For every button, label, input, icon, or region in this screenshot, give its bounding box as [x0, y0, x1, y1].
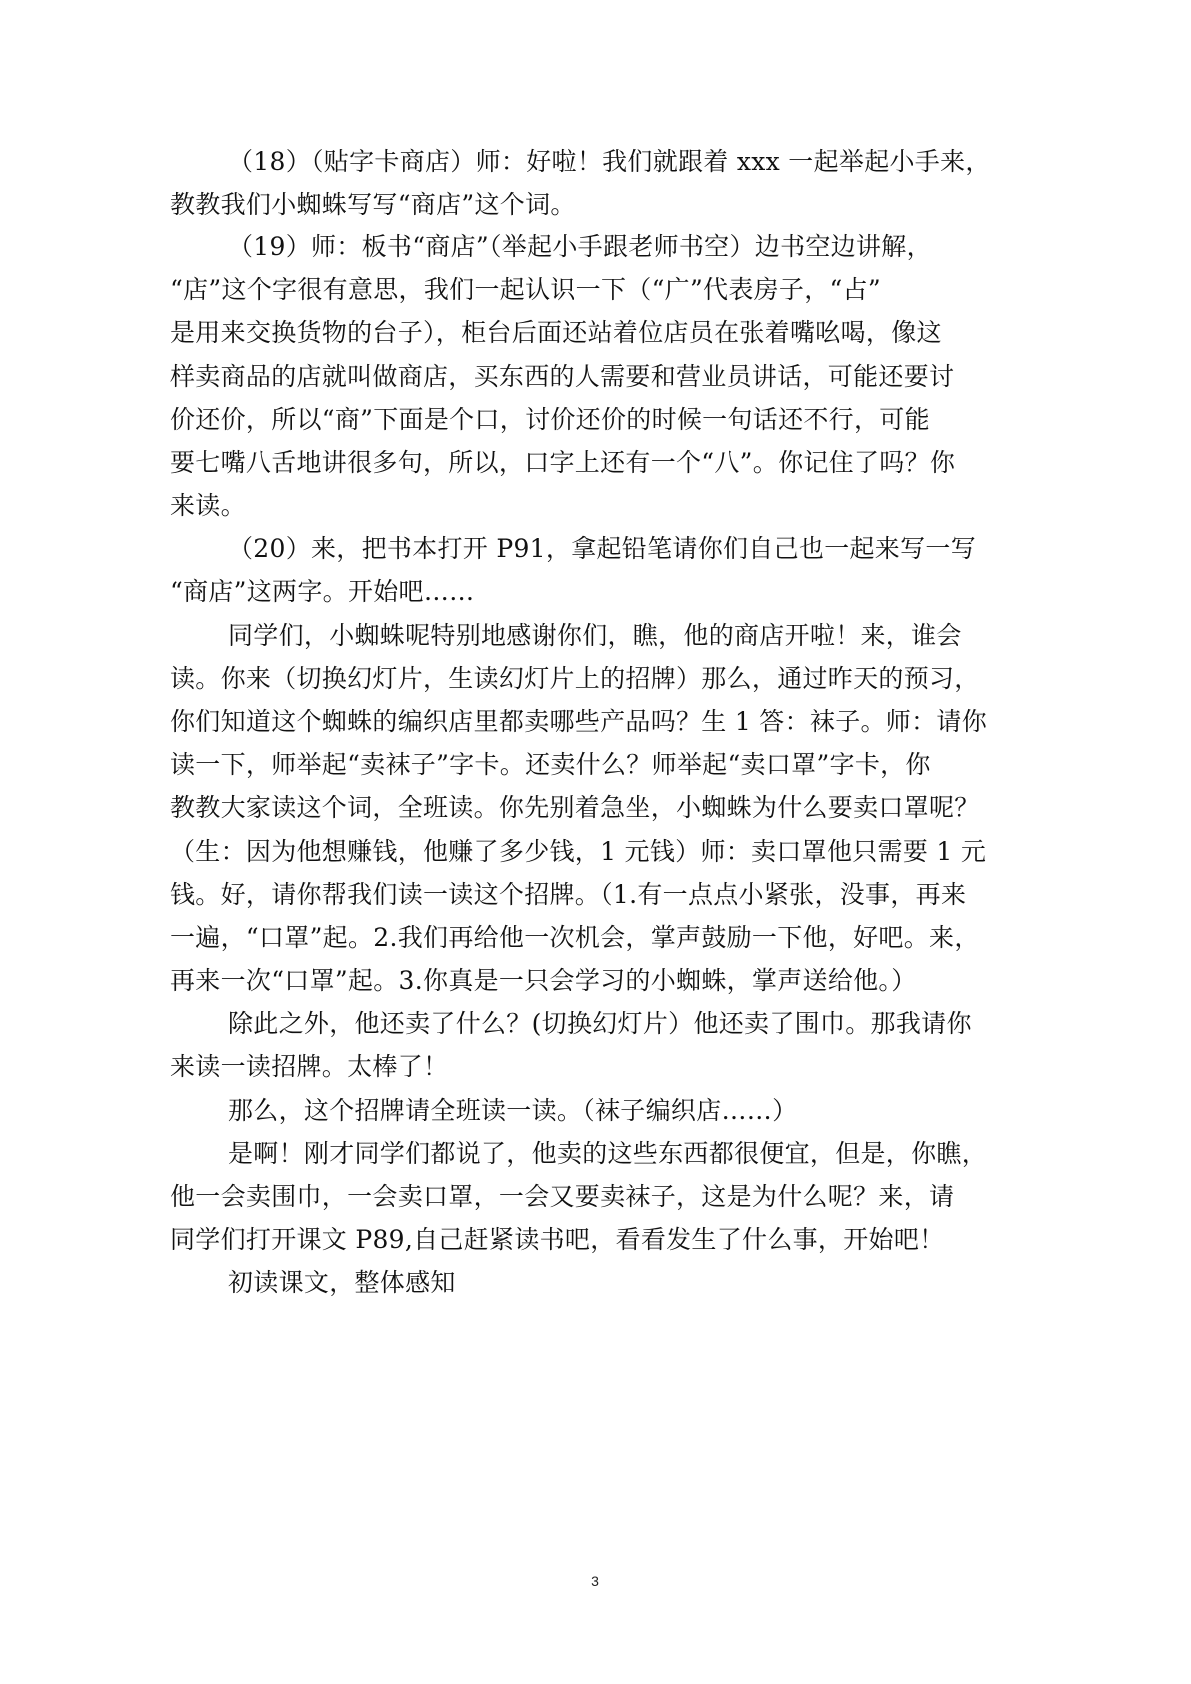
text-line: 是用来交换货物的台子），柜台后面还站着位店员在张着嘴吆喝，像这 [170, 318, 942, 347]
text-line: （20）来，把书本打开 P91，拿起铅笔请你们自己也一起来写一写 [228, 534, 976, 563]
text-line: （18）（贴字卡商店）师：好啦！我们就跟着 xxx 一起举起小手来， [228, 147, 991, 176]
text-line: “商店”这两字。开始吧…… [170, 577, 475, 606]
text-line: 读一下，师举起“卖袜子”字卡。还卖什么？师举起“卖口罩”字卡，你 [170, 750, 931, 779]
text-line: 同学们打开课文 P89,自己赶紧读书吧，看看发生了什么事，开始吧！ [170, 1225, 945, 1254]
text-line: 教教我们小蜘蛛写写“商店”这个词。 [170, 190, 576, 219]
text-line: 除此之外，他还卖了什么？(切换幻灯片）他还卖了围巾。那我请你 [228, 1009, 972, 1038]
text-line: 要七嘴八舌地讲很多句，所以，口字上还有一个“八”。你记住了吗？你 [170, 448, 956, 477]
text-line: 再来一次“口罩”起。3.你真是一只会学习的小蜘蛛，掌声送给他。） [170, 966, 917, 995]
text-line: （生：因为他想赚钱，他赚了多少钱，1 元钱）师：卖口罩他只需要 1 元 [170, 837, 987, 866]
text-line: 价还价，所以“商”下面是个口，讨价还价的时候一句话还不行，可能 [170, 405, 930, 434]
page-number: 3 [591, 1573, 599, 1589]
text-line: 是啊！刚才同学们都说了，他卖的这些东西都很便宜，但是，你瞧， [228, 1139, 988, 1168]
text-line: 同学们，小蜘蛛呢特别地感谢你们，瞧，他的商店开啦！来，谁会 [228, 621, 962, 650]
text-line: 钱。好，请你帮我们读一读这个招牌。（1.有一点点小紧张，没事，再来 [170, 880, 967, 909]
text-line: 初读课文，整体感知 [228, 1268, 456, 1297]
text-line: 样卖商品的店就叫做商店，买东西的人需要和营业员讲话，可能还要讨 [170, 362, 955, 391]
text-line: （19）师：板书“商店”（举起小手跟老师书空）边书空边讲解， [228, 232, 932, 261]
text-line: 读。你来（切换幻灯片，生读幻灯片上的招牌）那么，通过昨天的预习， [170, 664, 980, 693]
text-line: 来读一读招牌。太棒了！ [170, 1052, 449, 1081]
text-line: 那么，这个招牌请全班读一读。（袜子编织店……） [228, 1096, 798, 1125]
text-line: 你们知道这个蜘蛛的编织店里都卖哪些产品吗？生 1 答：袜子。师：请你 [170, 707, 988, 736]
text-line: “店”这个字很有意思，我们一起认识一下（“广”代表房子，“占” [170, 275, 881, 304]
text-line: 他一会卖围巾，一会卖口罩，一会又要卖袜子，这是为什么呢？来，请 [170, 1182, 955, 1211]
text-line: 教教大家读这个词，全班读。你先别着急坐，小蜘蛛为什么要卖口罩呢？ [170, 793, 980, 822]
text-line: 一遍，“口罩”起。2.我们再给他一次机会，掌声鼓励一下他，好吧。来， [170, 923, 980, 952]
text-line: 来读。 [170, 491, 246, 520]
